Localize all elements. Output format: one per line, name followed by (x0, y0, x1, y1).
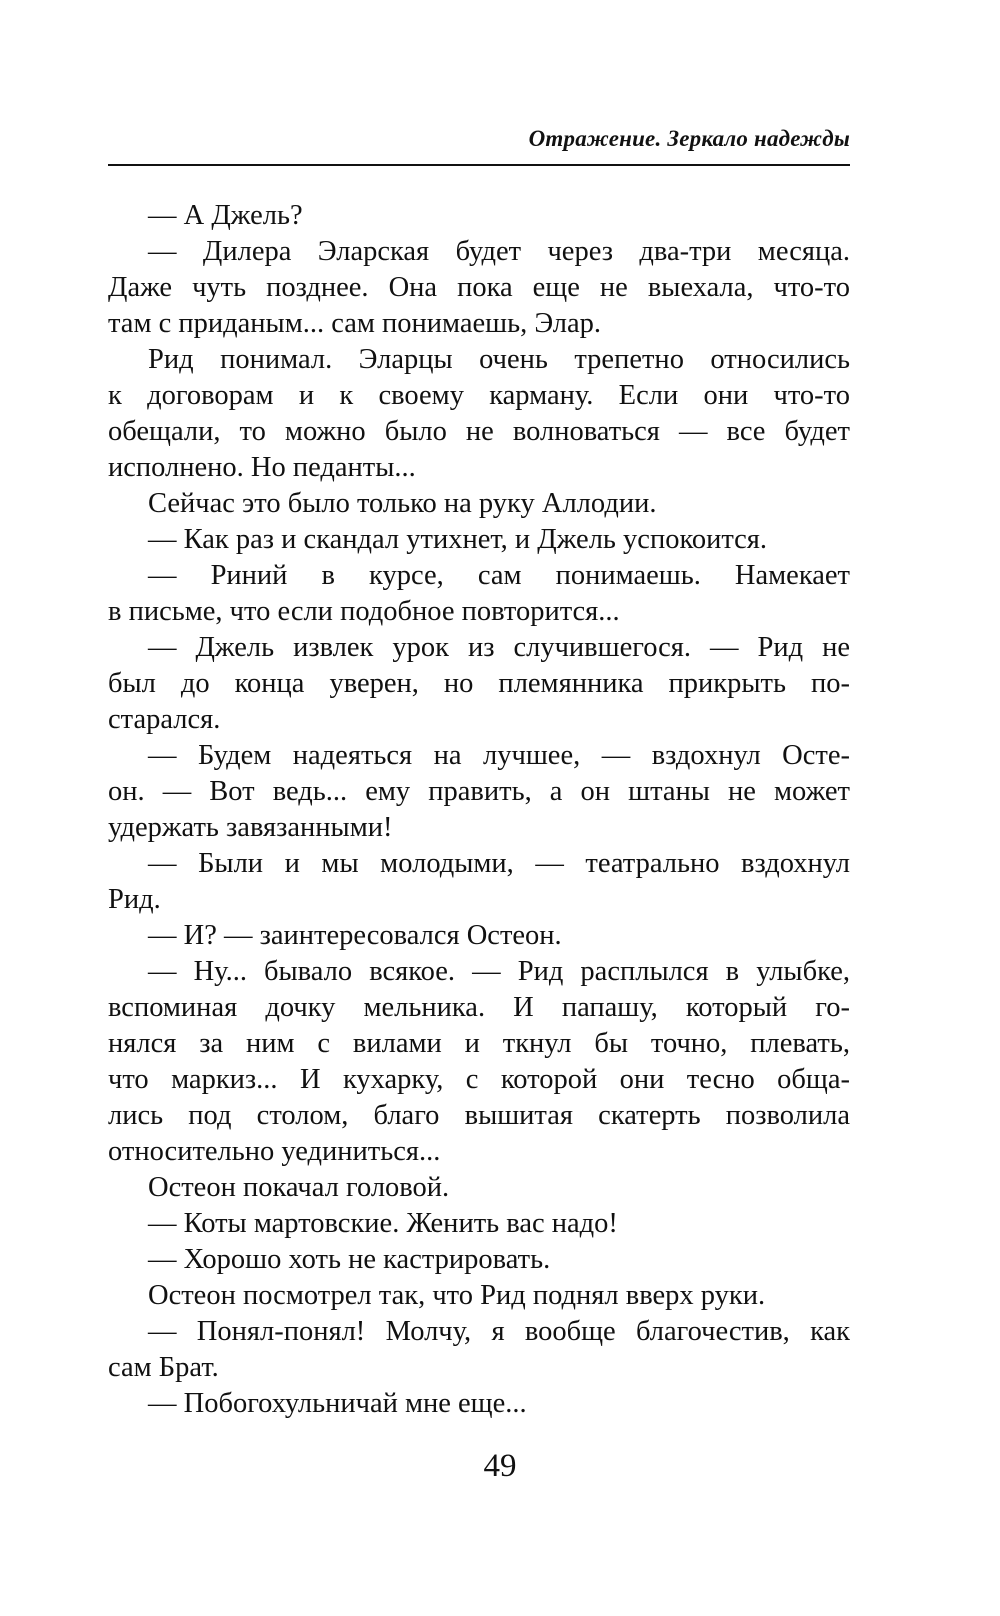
text-line: старался. (108, 704, 221, 735)
text-line: относительно уединиться... (108, 1136, 441, 1167)
text-line: — И? — заинтересовался Остеон. (148, 920, 562, 951)
text-line: Остеон покачал головой. (148, 1172, 450, 1203)
text-line: Даже чуть позднее. Она пока еще не выехала, что-то (108, 272, 850, 303)
text-line: — Дилера Эларская будет через два-три месяца. (148, 236, 850, 267)
body-text (108, 198, 850, 1422)
text-line: там с приданым... сам понимаешь, Элар. (108, 308, 602, 339)
text-line: к договорам и к своему карману. Если они что-то (108, 380, 850, 411)
text-line: — Джель извлек урок из случившегося. — Рид не (148, 632, 850, 663)
text-line: — Коты мартовские. Женить вас надо! (148, 1208, 618, 1239)
header-rule (108, 164, 850, 166)
text-line: — Будем надеяться на лучшее, — вздохнул Осте- (148, 740, 850, 771)
text-line: что маркиз... И кухарку, с которой они тесно обща- (108, 1064, 850, 1095)
text-line: исполнено. Но педанты... (108, 452, 416, 483)
text-line: — Ну... бывало всякое. — Рид расплылся в улыбке, (148, 956, 850, 987)
text-line: — Риний в курсе, сам понимаешь. Намекает (148, 560, 850, 591)
text-line: Остеон посмотрел так, что Рид поднял вверх руки. (148, 1280, 766, 1311)
running-head: Отражение. Зеркало надежды (528, 126, 850, 151)
text-line: в письме, что если подобное повторится... (108, 596, 620, 627)
text-line: обещали, то можно было не волноваться — все будет (108, 416, 850, 447)
text-line: лись под столом, благо вышитая скатерть позволила (108, 1100, 850, 1131)
text-line: Сейчас это было только на руку Аллодии. (148, 488, 657, 519)
text-line: удержать завязанными! (108, 812, 393, 843)
text-line: Рид понимал. Эларцы очень трепетно относились (148, 344, 850, 375)
text-line: сам Брат. (108, 1352, 219, 1383)
text-line: — Как раз и скандал утихнет, и Джель успокоится. (148, 524, 768, 555)
text-line: — А Джель? (148, 200, 303, 231)
text-line: вспоминая дочку мельника. И папашу, который го- (108, 992, 850, 1023)
text-line: — Понял-понял! Молчу, я вообще благочестив, как (148, 1316, 850, 1347)
text-line: он. — Вот ведь... ему править, а он штаны не может (108, 776, 850, 807)
text-line: — Побогохульничай мне еще... (148, 1388, 527, 1419)
page-number: 49 (483, 1448, 517, 1484)
text-line: был до конца уверен, но племянника прикрыть по- (108, 668, 850, 699)
text-line: — Хорошо хоть не кастрировать. (148, 1244, 551, 1275)
text-line: нялся за ним с вилами и ткнул бы точно, плевать, (108, 1028, 850, 1059)
text-line: — Были и мы молодыми, — театрально вздохнул (148, 848, 850, 879)
text-line: Рид. (108, 884, 161, 915)
